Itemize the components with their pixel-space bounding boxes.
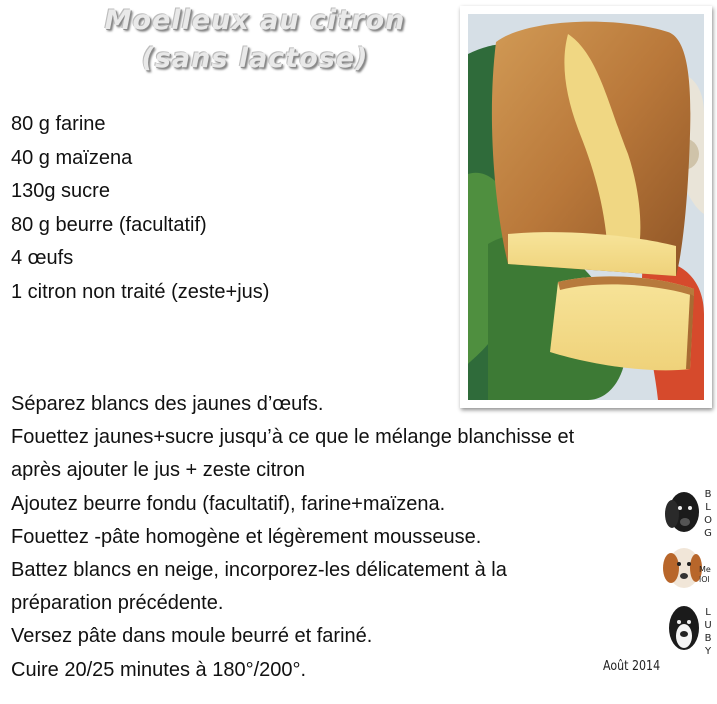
blog-watermark: [662, 488, 717, 668]
ingredient-item: 80 g farine: [11, 113, 106, 135]
step-line: Fouettez -pâte homogène et légèrement mousseuse.: [11, 525, 482, 548]
ingredients-list: [11, 108, 269, 309]
dog-illustrations: [662, 488, 702, 668]
ingredient-item: 40 g maïzena: [11, 146, 133, 169]
badge-letters-bottom: L U B Y: [704, 607, 712, 657]
step-line: Séparez blancs des jaunes d’œufs.: [11, 393, 324, 415]
lemon-cake-image: [468, 14, 704, 400]
step-line: Battez blancs en neige, incorporez-les délicatement à la: [11, 559, 507, 582]
ingredient-item: 130g sucre: [11, 180, 110, 202]
step-line: préparation précédente.: [11, 592, 224, 615]
ingredient-item: 4 œufs: [11, 247, 74, 269]
step-line: Cuire 20/25 minutes à 180°/200°.: [11, 658, 307, 681]
step-line: Fouettez jaunes+sucre jusqu’à ce que le mélange blanchisse et: [11, 426, 575, 449]
badge-letters-top: B L O G: [704, 489, 712, 539]
ingredient-item: 80 g beurre (facultatif): [11, 213, 207, 236]
preparation-steps: [11, 388, 701, 687]
cake-photo-frame: [460, 6, 712, 408]
ingredient-item: 1 citron non traité (zeste+jus): [11, 280, 270, 303]
title-line-2: (sans lactose): [141, 43, 369, 74]
cake-photo: [468, 14, 704, 400]
badge-middle-text: Me lOl: [699, 565, 711, 584]
step-line: Versez pâte dans moule beurré et fariné.: [11, 625, 373, 648]
title-line-1: Moelleux au citron: [104, 5, 406, 36]
step-line: Ajoutez beurre fondu (facultatif), farine+maïzena.: [11, 492, 446, 515]
recipe-title: [100, 2, 410, 78]
signature-date: Août 2014: [603, 659, 661, 674]
step-line: après ajouter le jus + zeste citron: [11, 459, 306, 482]
